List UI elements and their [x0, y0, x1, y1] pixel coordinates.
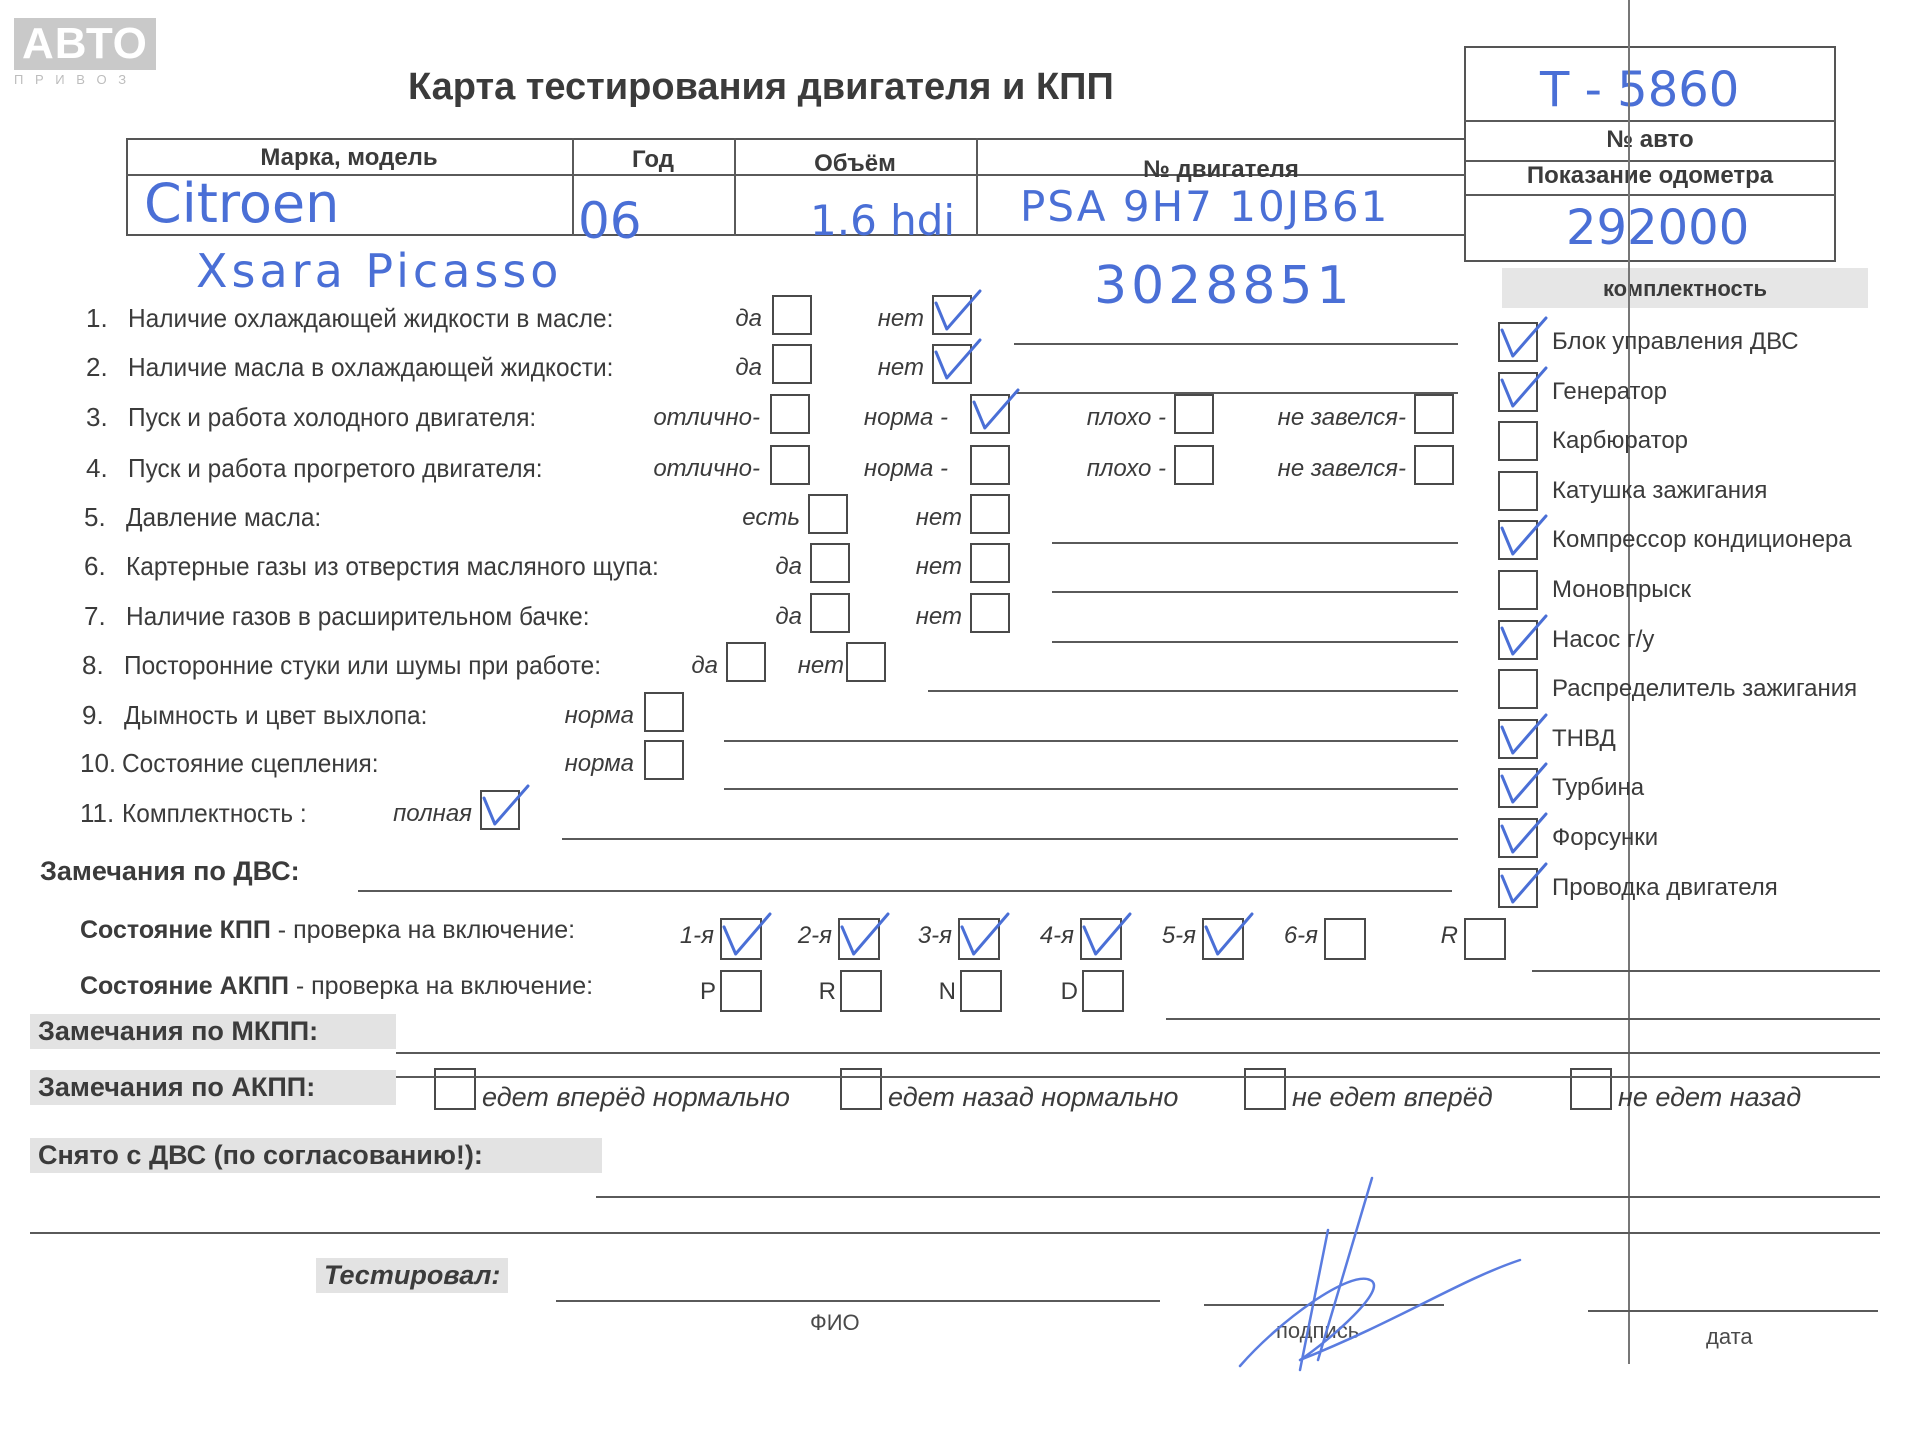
question-text: Наличие охлаждающей жидкости в масле:	[128, 303, 614, 333]
model-value: Xsara Picasso	[196, 244, 563, 298]
gear-checkbox[interactable]	[1324, 918, 1366, 960]
option-checkbox[interactable]	[1414, 445, 1454, 485]
check-mark-icon	[1496, 709, 1550, 763]
kpp-label-bold: Состояние КПП	[80, 916, 271, 944]
question-notes-line[interactable]	[1014, 343, 1458, 345]
option-checkbox[interactable]	[810, 593, 850, 633]
question-text: Пуск и работа прогретого двигателя:	[128, 453, 543, 483]
question-notes-line[interactable]	[562, 838, 1458, 840]
option-label: норма -	[863, 404, 948, 431]
completeness-item-label: Насос г/у	[1552, 625, 1655, 653]
kpp-notes-line[interactable]	[1532, 970, 1880, 972]
check-mark-icon	[718, 908, 774, 964]
option-checkbox[interactable]	[808, 494, 848, 534]
engine-remarks-line[interactable]	[358, 890, 1452, 892]
volume-header: Объём	[814, 150, 896, 177]
check-mark-icon	[968, 384, 1022, 438]
check-mark-icon	[478, 780, 532, 834]
option-label: плохо -	[1086, 404, 1166, 431]
akpp-remark-label: едет вперёд нормально	[482, 1082, 790, 1112]
akpp-mode-checkbox[interactable]	[1082, 970, 1124, 1012]
question-number: 11.	[80, 798, 115, 828]
name-line[interactable]	[556, 1300, 1160, 1302]
question-number: 3.	[86, 402, 108, 432]
gear-label: 4-я	[1039, 922, 1074, 949]
option-checkbox[interactable]	[970, 543, 1010, 583]
check-mark-icon	[1200, 908, 1256, 964]
question-text: Комплектность :	[122, 798, 307, 828]
option-label: да	[735, 305, 762, 332]
option-label: отлично-	[653, 404, 760, 431]
question-notes-line[interactable]	[724, 788, 1458, 790]
question-notes-line[interactable]	[928, 690, 1458, 692]
question-text: Наличие масла в охлаждающей жидкости:	[128, 352, 614, 382]
option-checkbox[interactable]	[1414, 394, 1454, 434]
option-label: норма	[564, 702, 634, 729]
year-header: Год	[632, 146, 674, 173]
completeness-item-label: Блок управления ДВС	[1552, 328, 1799, 355]
divider	[1464, 194, 1836, 196]
question-number: 6.	[84, 551, 106, 581]
option-checkbox[interactable]	[770, 445, 810, 485]
check-mark-icon	[1078, 908, 1134, 964]
gear-label: 3-я	[917, 922, 952, 949]
question-notes-line[interactable]	[1052, 641, 1458, 643]
question-notes-line[interactable]	[1052, 591, 1458, 593]
option-checkbox[interactable]	[970, 445, 1010, 485]
akpp-notes-line[interactable]	[1166, 1018, 1880, 1020]
check-mark-icon	[930, 285, 984, 339]
option-label: нет	[797, 652, 844, 679]
mkpp-remarks-line[interactable]	[396, 1052, 1880, 1054]
removed-label: Снято с ДВС (по согласованию!):	[30, 1138, 602, 1173]
question-notes-line[interactable]	[1052, 542, 1458, 544]
completeness-checkbox[interactable]	[1498, 669, 1538, 709]
year-value: 06	[578, 192, 642, 250]
option-label: да	[691, 652, 718, 679]
option-checkbox[interactable]	[970, 494, 1010, 534]
completeness-item-label: Распределитель зажигания	[1552, 675, 1858, 703]
completeness-item-label: Форсунки	[1552, 824, 1659, 851]
option-label: нет	[915, 504, 962, 531]
volume-value: 1.6 hdi	[810, 196, 956, 245]
question-number: 5.	[84, 502, 106, 532]
reference-number: T - 5860	[1540, 62, 1740, 118]
option-label: нет	[877, 354, 924, 381]
akpp-remark-checkbox[interactable]	[434, 1068, 476, 1110]
kpp-label	[80, 916, 575, 945]
akpp-remark-checkbox[interactable]	[1570, 1068, 1612, 1110]
option-checkbox[interactable]	[970, 593, 1010, 633]
question-number: 10.	[80, 748, 117, 778]
option-checkbox[interactable]	[810, 543, 850, 583]
completeness-item-label: Компрессор кондиционера	[1552, 526, 1852, 554]
mkpp-remarks-label: Замечания по МКПП:	[30, 1014, 396, 1049]
engine-serial-value: 3028851	[1094, 256, 1354, 316]
option-checkbox[interactable]	[644, 692, 684, 732]
handwritten-signature	[1200, 1170, 1540, 1380]
question-text: Дымность и цвет выхлопа:	[124, 700, 428, 730]
removed-line-2[interactable]	[30, 1232, 1880, 1234]
option-checkbox[interactable]	[846, 642, 886, 682]
question-number: 8.	[82, 650, 104, 680]
logo-sub: П Р И В О З	[14, 72, 131, 87]
completeness-item-label: ТНВД	[1552, 724, 1616, 752]
akpp-mode-checkbox[interactable]	[840, 970, 882, 1012]
option-label: не завелся-	[1277, 455, 1406, 482]
check-mark-icon	[1496, 610, 1550, 664]
akpp-mode-label: D	[1060, 978, 1078, 1005]
option-label: нет	[915, 603, 962, 630]
question-notes-line[interactable]	[1014, 392, 1458, 394]
option-checkbox[interactable]	[1174, 394, 1214, 434]
check-mark-icon	[1496, 362, 1550, 416]
logo-main: АВТО	[14, 18, 156, 70]
akpp-mode-checkbox[interactable]	[960, 970, 1002, 1012]
check-mark-icon	[1496, 312, 1550, 366]
name-caption: ФИО	[810, 1310, 860, 1335]
engine-remarks-label: Замечания по ДВС:	[40, 856, 300, 886]
akpp-remarks-label: Замечания по АКПП:	[30, 1070, 396, 1105]
brand-value: Citroen	[144, 172, 340, 235]
question-number: 7.	[84, 601, 106, 631]
gear-label: 2-я	[797, 922, 832, 949]
question-text: Посторонние стуки или шумы при работе:	[124, 650, 602, 680]
gear-label: 5-я	[1161, 922, 1196, 949]
completeness-checkbox[interactable]	[1498, 471, 1538, 511]
page-title: Карта тестирования двигателя и КПП	[408, 66, 1114, 108]
akpp-mode-label: R	[818, 978, 836, 1005]
akpp-label	[80, 972, 593, 1001]
completeness-checkbox[interactable]	[1498, 421, 1538, 461]
engine-header: № двигателя	[1143, 156, 1299, 183]
question-text: Давление масла:	[126, 502, 322, 532]
question-number: 1.	[86, 303, 108, 333]
akpp-label-bold: Состояние АКПП	[80, 972, 289, 1000]
akpp-mode-label: N	[938, 978, 956, 1005]
gear-label: 1-я	[679, 922, 714, 949]
check-mark-icon	[1496, 808, 1550, 862]
option-label: есть	[742, 504, 800, 531]
completeness-item-label: Проводка двигателя	[1552, 873, 1778, 901]
akpp-remark-label: не едет вперёд	[1292, 1082, 1493, 1112]
completeness-item-label: Карбюратор	[1552, 427, 1689, 455]
signature-caption: подпись	[1276, 1318, 1360, 1343]
option-label: норма	[564, 750, 634, 777]
question-text: Наличие газов в расширительном бачке:	[126, 601, 590, 631]
option-label: полная	[393, 800, 472, 827]
option-label: да	[735, 354, 762, 381]
option-label: да	[775, 553, 802, 580]
question-text: Состояние сцепления:	[122, 748, 379, 778]
kpp-label-rest: - проверка на включение:	[270, 916, 576, 944]
akpp-remark-label: едет назад нормально	[888, 1082, 1179, 1112]
brand-header: Марка, модель	[260, 144, 438, 171]
akpp-mode-label: P	[699, 978, 716, 1005]
auto-number-label: № авто	[1606, 126, 1694, 153]
gear-label: R	[1440, 922, 1458, 949]
completeness-checkbox[interactable]	[1498, 570, 1538, 610]
completeness-title: комплектность	[1602, 276, 1768, 301]
option-label: отлично-	[653, 455, 760, 482]
gear-label: 6-я	[1283, 922, 1318, 949]
option-label: не завелся-	[1277, 404, 1406, 431]
akpp-mode-checkbox[interactable]	[720, 970, 762, 1012]
akpp-remark-label: не едет назад	[1618, 1082, 1802, 1112]
completeness-item-label: Катушка зажигания	[1552, 476, 1768, 504]
option-checkbox[interactable]	[726, 642, 766, 682]
akpp-remark-checkbox[interactable]	[840, 1068, 882, 1110]
option-label: нет	[877, 305, 924, 332]
check-mark-icon	[1496, 510, 1550, 564]
completeness-item-label: Генератор	[1552, 377, 1667, 405]
option-checkbox[interactable]	[772, 295, 812, 335]
date-caption: дата	[1706, 1324, 1753, 1349]
check-mark-icon	[836, 908, 892, 964]
question-number: 4.	[86, 453, 108, 483]
option-label: нет	[915, 553, 962, 580]
question-text: Картерные газы из отверстия масляного щупа:	[126, 551, 659, 581]
akpp-label-rest: - проверка на включение:	[288, 972, 594, 1000]
option-label: да	[775, 603, 802, 630]
date-line[interactable]	[1588, 1310, 1878, 1312]
completeness-item-label: Турбина	[1552, 774, 1645, 802]
divider	[1464, 120, 1836, 122]
tested-by-label: Тестировал:	[316, 1258, 508, 1293]
divider	[976, 138, 978, 236]
question-number: 2.	[86, 352, 108, 382]
gear-checkbox[interactable]	[1464, 918, 1506, 960]
option-checkbox[interactable]	[770, 394, 810, 434]
akpp-remarks-line[interactable]	[396, 1076, 1880, 1078]
option-checkbox[interactable]	[644, 740, 684, 780]
option-label: плохо -	[1086, 455, 1166, 482]
odometer-label: Показание одометра	[1526, 162, 1774, 189]
question-number: 9.	[82, 700, 104, 730]
question-text: Пуск и работа холодного двигателя:	[128, 402, 537, 432]
check-mark-icon	[956, 908, 1012, 964]
option-label: норма -	[863, 455, 948, 482]
check-mark-icon	[1496, 758, 1550, 812]
option-checkbox[interactable]	[1174, 445, 1214, 485]
completeness-item-label: Моновпрыск	[1552, 576, 1692, 603]
check-mark-icon	[930, 334, 984, 388]
odometer-value: 292000	[1566, 200, 1750, 256]
avto-privoz-logo	[14, 18, 156, 87]
question-notes-line[interactable]	[724, 740, 1458, 742]
akpp-remark-checkbox[interactable]	[1244, 1068, 1286, 1110]
engine-value: PSA 9H7 10JB61	[1020, 182, 1390, 231]
option-checkbox[interactable]	[772, 344, 812, 384]
check-mark-icon	[1496, 858, 1550, 912]
